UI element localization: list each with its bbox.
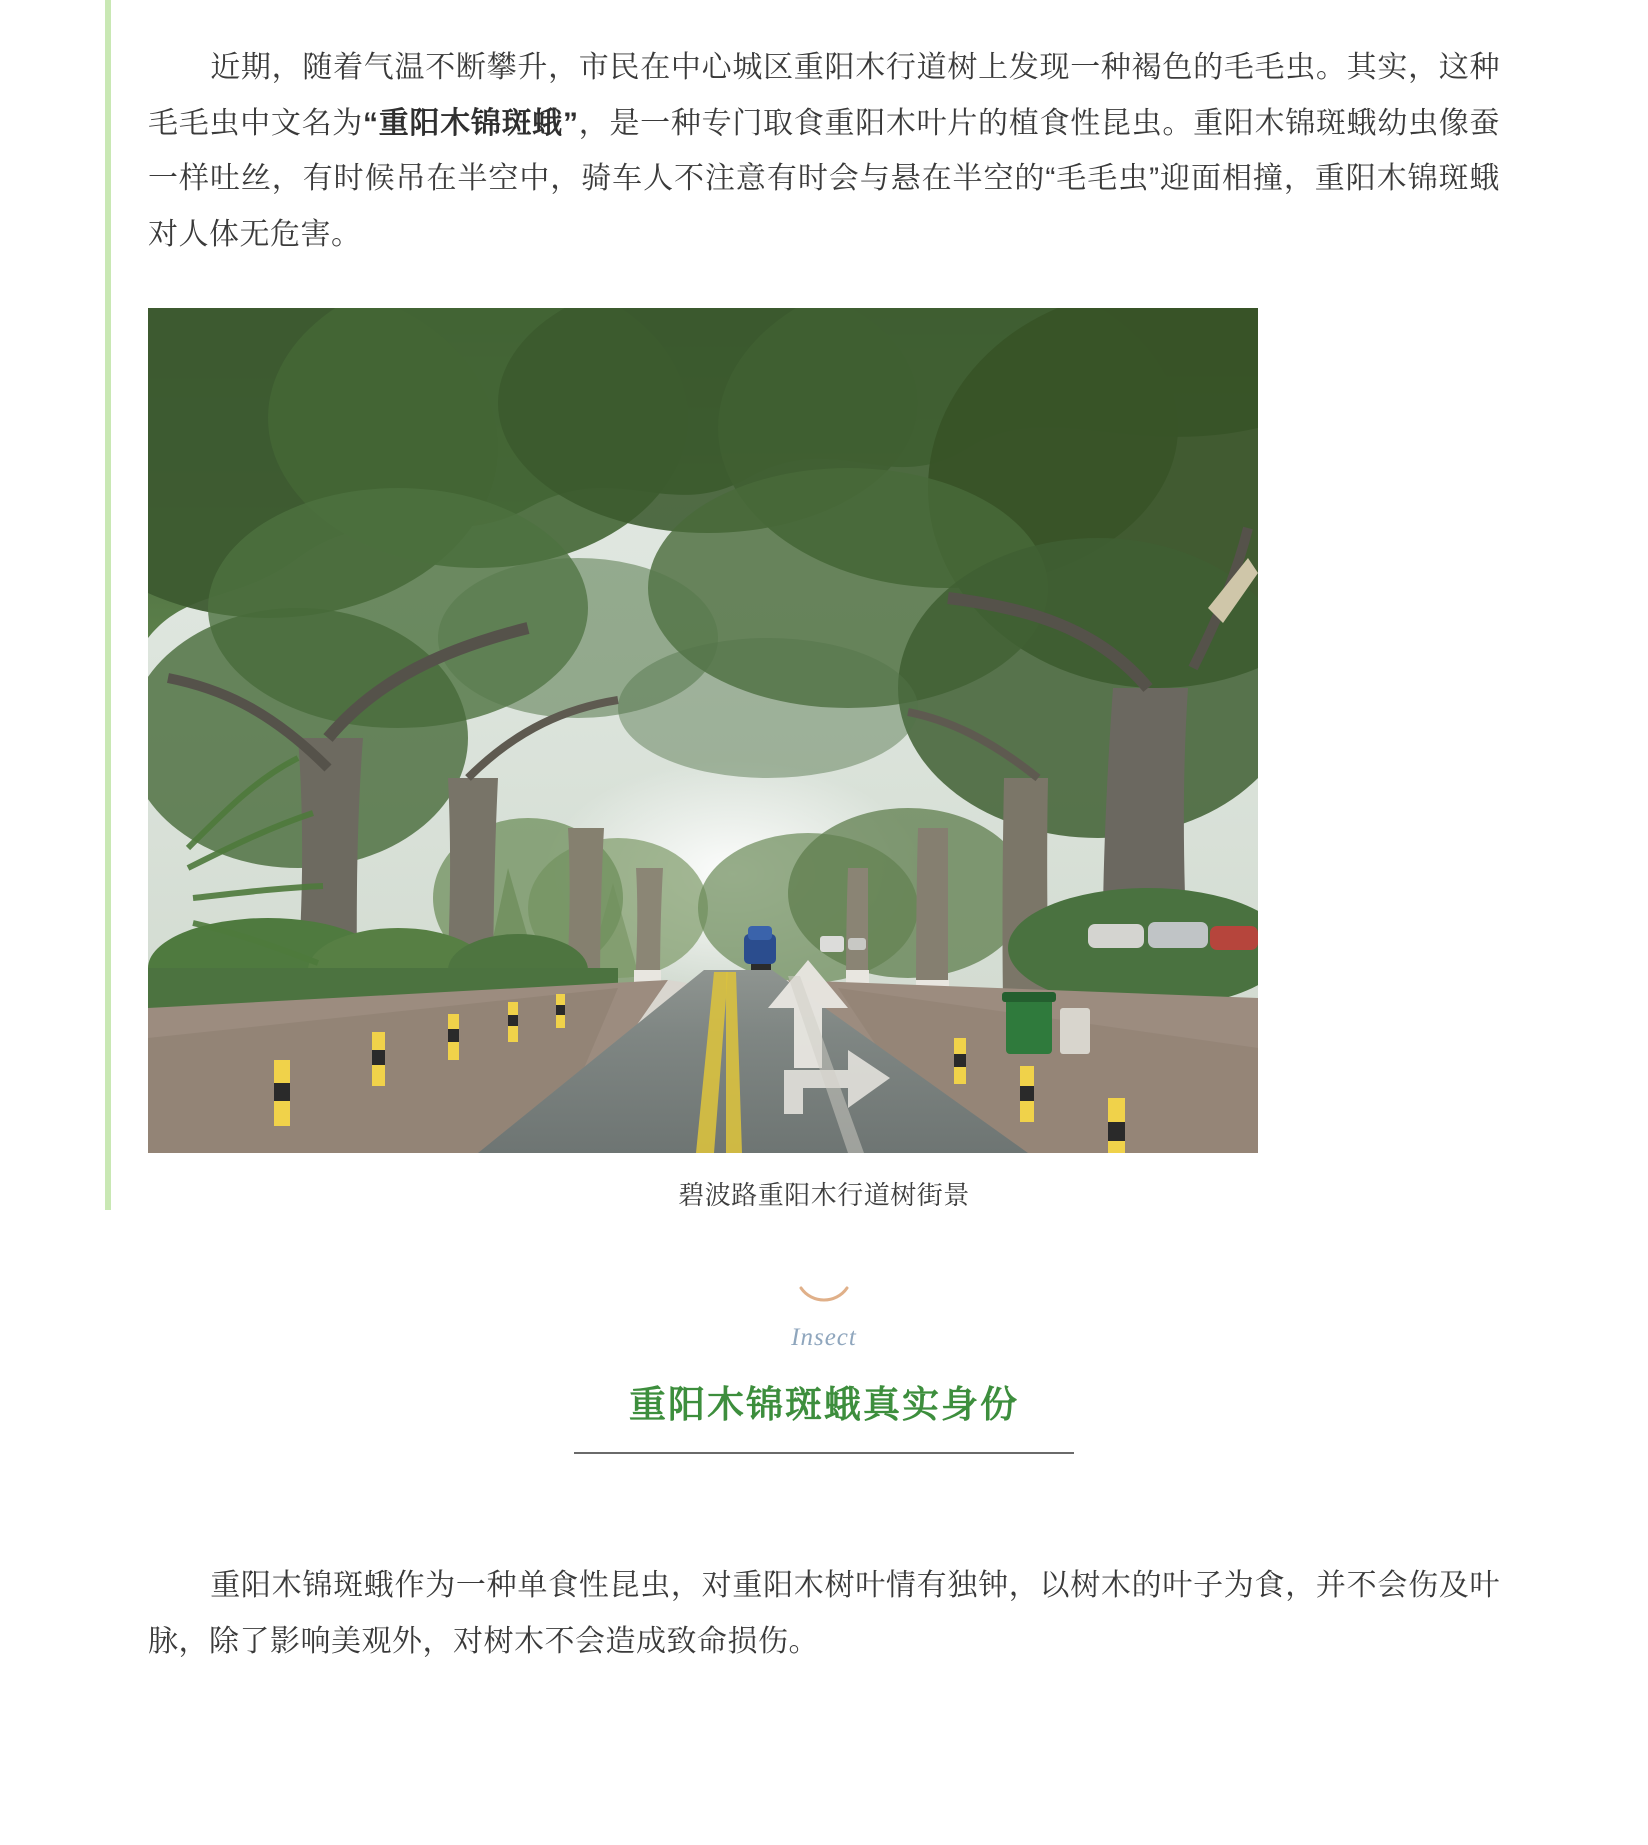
- photo-street-trees: [148, 308, 1258, 1153]
- street-scene-illustration: [148, 308, 1258, 1153]
- section-header: [148, 1284, 1500, 1454]
- paragraph-1: [148, 40, 1500, 262]
- figure-caption: 碧波路重阳木行道树街景: [678, 1180, 970, 1210]
- paragraph-1-part-1: 近期，随着气温不断攀升，市民在中心城区重阳木行道树上发现一种褐色的毛毛虫。其实，这种毛毛虫中文名为: [148, 51, 1500, 140]
- figure-street-view: [148, 308, 1500, 1212]
- smile-curve-icon: [798, 1284, 850, 1306]
- paragraph-1-bold-term: “重阳木锦斑蛾”: [363, 106, 579, 140]
- section-title: 重阳木锦斑蛾真实身份: [629, 1384, 1019, 1425]
- section-kicker: Insect: [791, 1324, 857, 1351]
- paragraph-1-part-2: ，是一种专门取食重阳木叶片的植食性昆虫。重阳木锦斑蛾幼虫像蚕一样吐丝，有时候吊在半空中，骑车人不注意有时会与悬在半空的“毛毛虫”迎面相撞，重阳木锦斑蛾对人体无危害。: [148, 106, 1501, 251]
- section-title-underline: [574, 1452, 1074, 1454]
- paragraph-2: [148, 1558, 1500, 1669]
- left-accent-rule: [105, 0, 111, 1210]
- paragraph-2-text: 重阳木锦斑蛾作为一种单食性昆虫，对重阳木树叶情有独钟，以树木的叶子为食，并不会伤及叶脉，除了影响美观外，对树木不会造成致命损伤。: [148, 1569, 1500, 1658]
